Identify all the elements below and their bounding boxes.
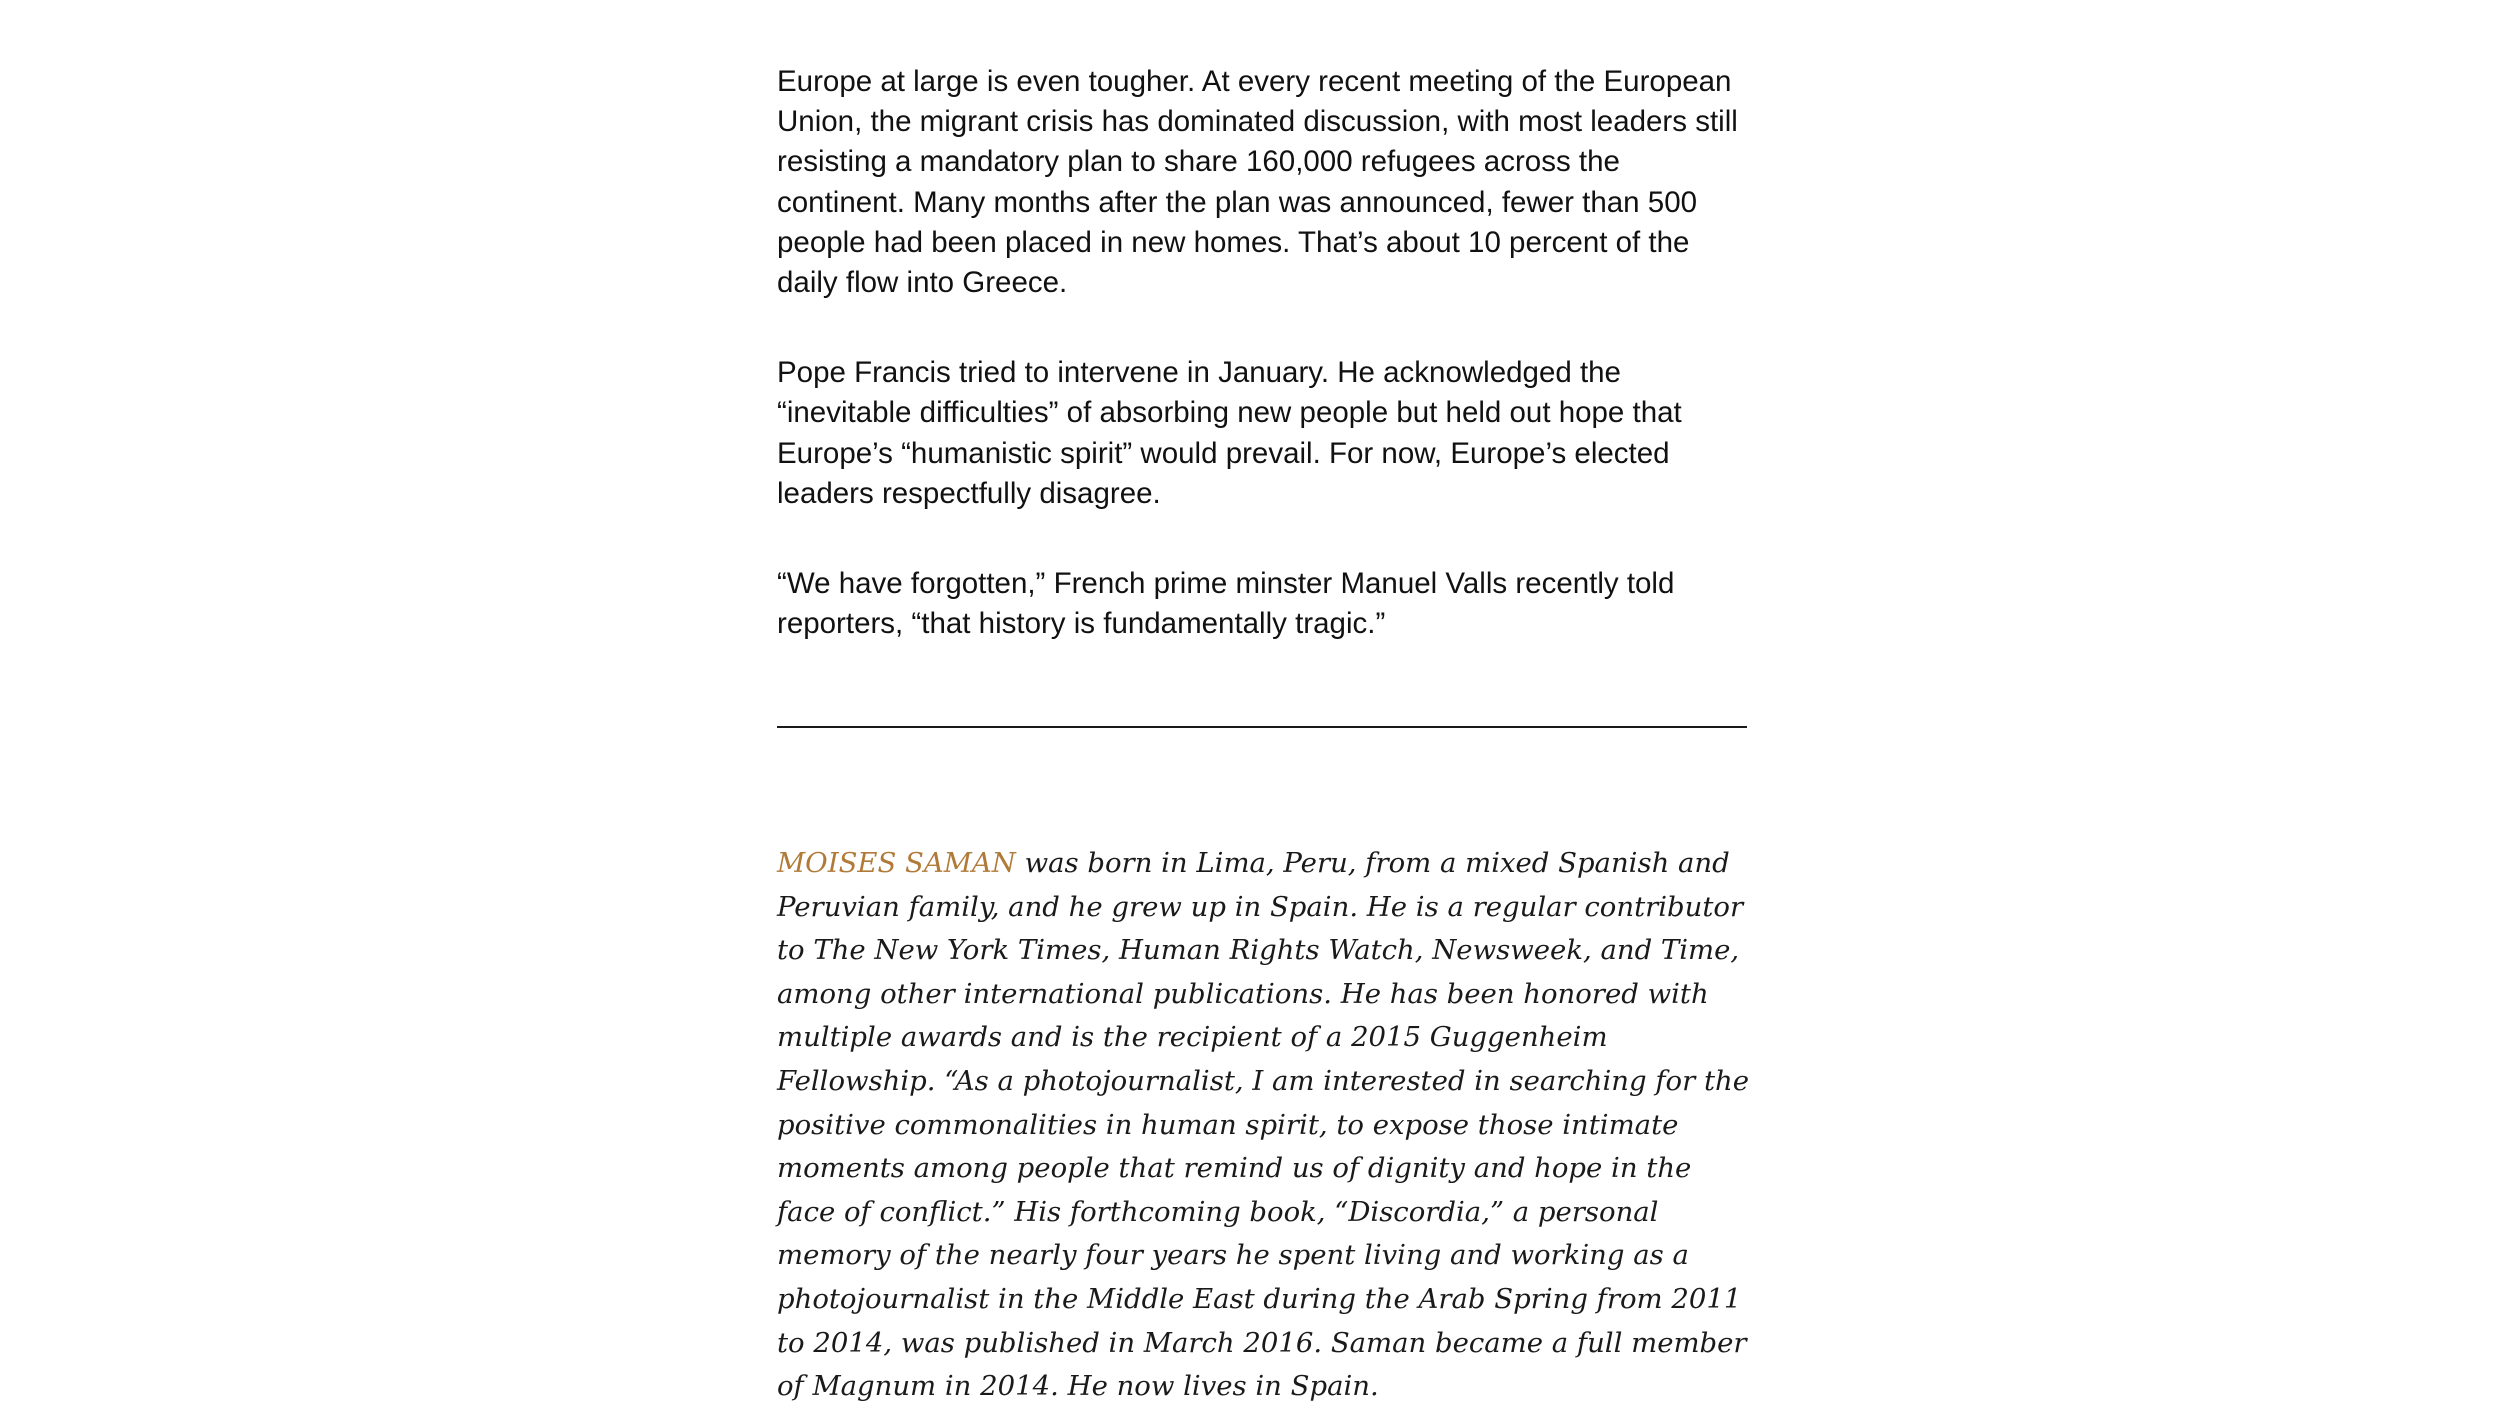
article-paragraph: Europe at large is even tougher. At every recent meeting of the European Union, the migrant crisis has dominated discussion, with most leaders still resisting a mandatory plan to share 160,000 refugees across the continent. Many months after the plan was announced, fewer than 500 people had been placed in new homes. That’s about 10 percent of the daily flow into Greece. xyxy=(777,65,1738,300)
article-paragraph: Pope Francis tried to intervene in January. He acknowledged the “inevitable difficulties” of absorbing new people but held out hope that Europe’s “humanistic spirit” would prevail. For now, Europe’s elected leaders respectfully disagree. xyxy=(777,356,1682,510)
article-body xyxy=(777,62,1747,694)
author-bio xyxy=(777,842,1752,1409)
section-divider xyxy=(777,726,1747,728)
article-paragraph: “We have forgotten,” French prime minster Manuel Valls recently told reporters, “that history is fundamentally tragic.” xyxy=(777,567,1675,641)
author-name: MOISES SAMAN xyxy=(777,847,1016,879)
author-bio-text: was born in Lima, Peru, from a mixed Spanish and Peruvian family, and he grew up in Spain. He is a regular contributor to The New York Times, Human Rights Watch, Newsweek, and Time, among other international publications. He has been honored with multiple awards and is the recipient of a 2015 Guggenheim Fellowship. “As a photojournalist, I am interested in searching for the positive commonalities in human spirit, to expose those intimate moments among people that remind us of dignity and hope in the face of conflict.” His forthcoming book, “Discordia,” a personal memory of the nearly four years he spent living and working as a photojournalist in the Middle East during the Arab Spring from 2011 to 2014, was published in March 2016. Saman became a full member of Magnum in 2014. He now lives in Spain. xyxy=(777,847,1750,1403)
